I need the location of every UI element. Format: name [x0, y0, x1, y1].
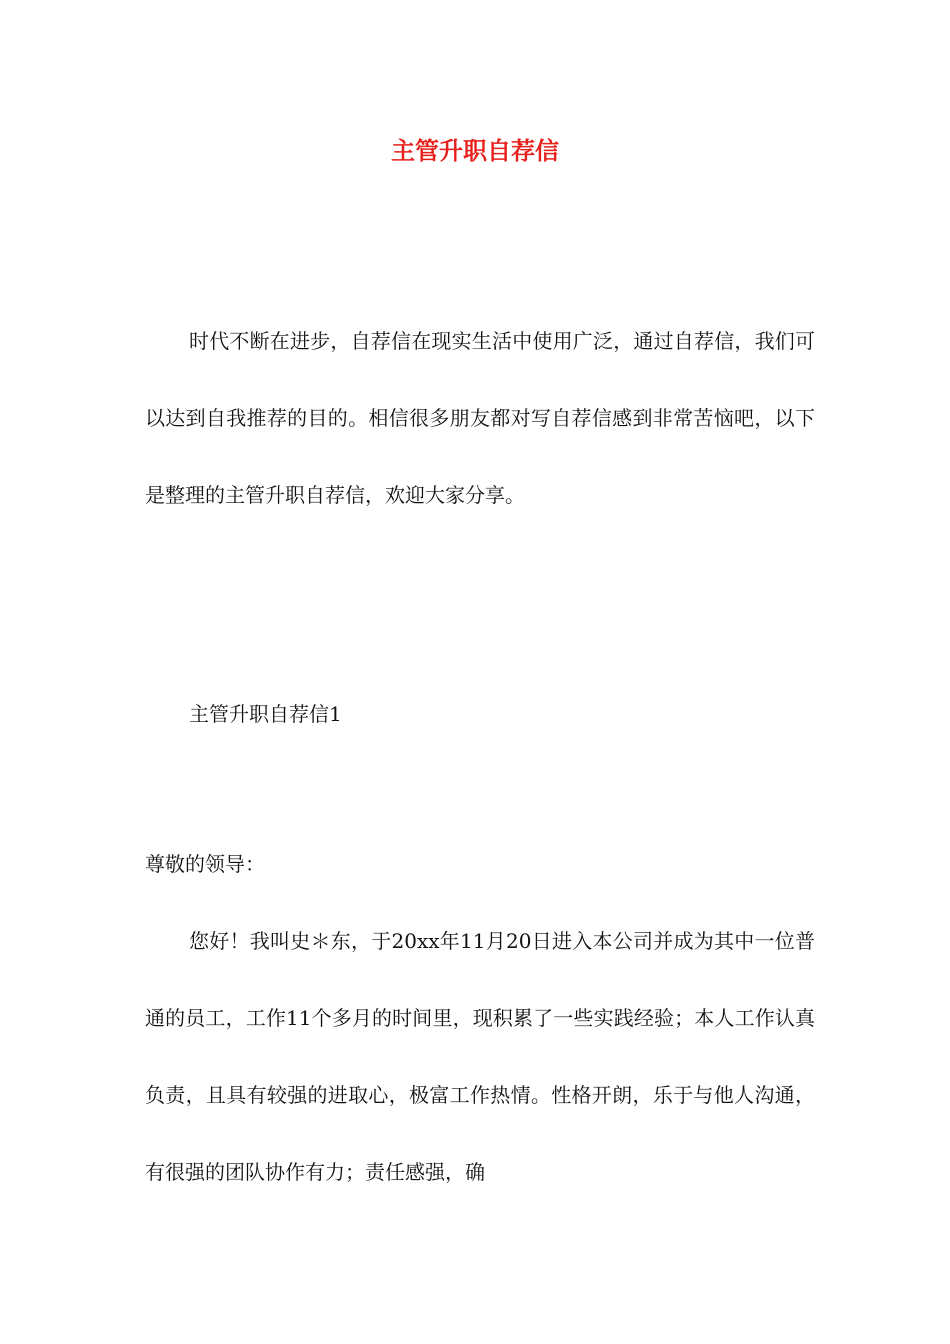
- salutation: 尊敬的领导：: [145, 852, 265, 876]
- section-heading: 主管升职自荐信1: [189, 702, 342, 726]
- body-paragraph: 您好！我叫史＊东，于20xx年11月20日进入本公司并成为其中一位普通的员工，工作11个多月的时间里，现积累了一些实践经验；本人工作认真负责，且具有较强的进取心，极富工作热情。性格开朗，乐于与他人沟通，有很强的团队协作有力；责任感强，确: [145, 929, 815, 1184]
- intro-paragraph: 时代不断在进步，自荐信在现实生活中使用广泛，通过自荐信，我们可以达到自我推荐的目的。相信很多朋友都对写自荐信感到非常苦恼吧，以下是整理的主管升职自荐信，欢迎大家分享。: [145, 329, 815, 507]
- document-title: 主管升职自荐信: [391, 136, 559, 165]
